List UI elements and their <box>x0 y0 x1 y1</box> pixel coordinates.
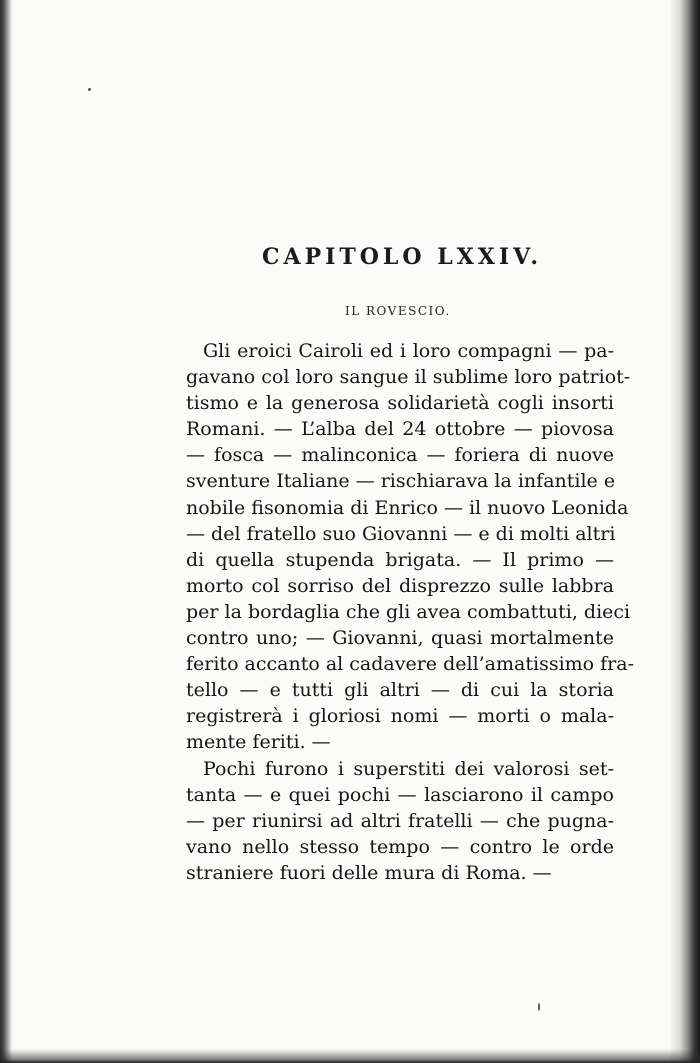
paper-speck <box>88 88 91 91</box>
text-line: sventure Italiane — rischiarava la infantile e <box>186 470 616 493</box>
paragraph <box>186 338 635 756</box>
text-line: tismo e la generosa solidarietà cogli insorti <box>186 392 614 415</box>
text-line: Romani. — L’alba del 24 ottobre — piovosa <box>186 418 614 441</box>
chapter-subtitle: IL ROVESCIO. <box>345 304 451 318</box>
text-line: ferito accanto al cadavere dell’amatissimo fra- <box>186 653 635 676</box>
text-line: morto col sorriso del disprezzo sulle labbra <box>186 574 614 597</box>
text-line: — per riunirsi ad altri fratelli — che pugna- <box>186 809 614 832</box>
text-line: per la bordaglia che gli avea combattuti, dieci <box>186 600 631 623</box>
text-line: Pochi furono i superstiti dei valorosi set- <box>203 757 614 780</box>
text-line: registrerà i gloriosi nomi — morti o mala- <box>186 705 614 728</box>
page-right-edge-shadow <box>670 0 700 1063</box>
text-line: vano nello stesso tempo — contro le orde <box>186 835 614 858</box>
text-line: mente feriti. — <box>186 731 331 754</box>
chapter-body <box>186 338 635 886</box>
text-line: tanta — e quei pochi — lasciarono il campo <box>186 783 614 806</box>
text-line: di quella stupenda brigata. — Il primo — <box>186 548 614 571</box>
text-line: contro uno; — Giovanni, quasi mortalmente <box>186 627 614 650</box>
text-line: straniere fuori delle mura di Roma. — <box>186 861 552 884</box>
text-line: nobile fisonomia di Enrico — il nuovo Leonida <box>186 496 629 519</box>
text-line: gavano col loro sangue il sublime loro patriot- <box>186 366 631 389</box>
paper-speck <box>538 1003 540 1011</box>
text-line: — del fratello suo Giovanni — e di molti altri <box>186 522 616 545</box>
chapter-title: CAPITOLO LXXIV. <box>261 244 543 270</box>
text-line: tello — e tutti gli altri — di cui la storia <box>186 679 614 702</box>
paragraph <box>186 756 614 886</box>
text-line: — fosca — malinconica — foriera di nuove <box>186 444 614 467</box>
page-bottom-edge-shadow <box>0 1049 700 1063</box>
text-line: Gli eroici Cairoli ed i loro compagni — pa- <box>203 340 614 362</box>
page-left-binding-shadow <box>0 0 12 1063</box>
